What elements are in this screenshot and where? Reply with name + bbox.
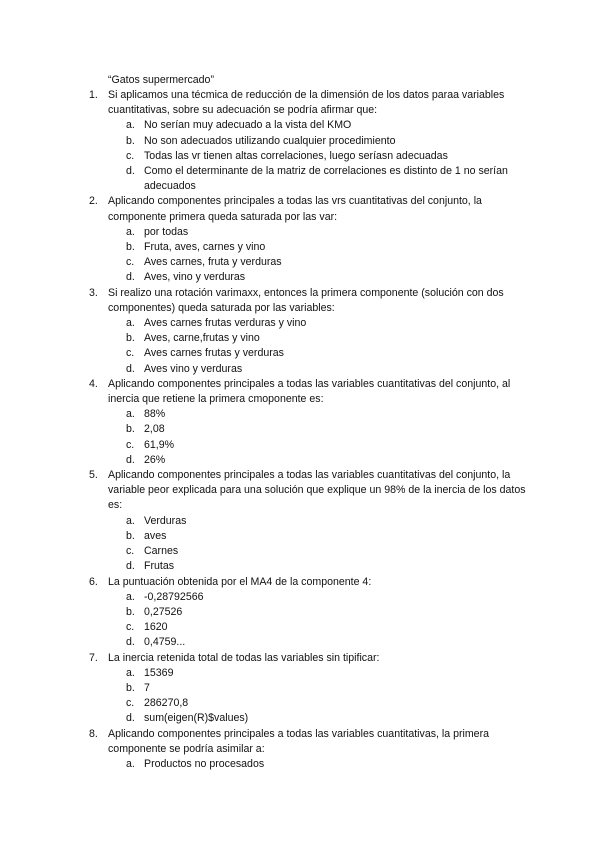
option-text: Aves, carne,frutas y vino xyxy=(144,332,260,345)
option-text: 7 xyxy=(144,681,150,694)
option-item xyxy=(0,590,600,605)
option-item xyxy=(0,362,600,377)
option-text: Carnes xyxy=(144,545,179,558)
question-number: 2. xyxy=(89,195,98,208)
option-text: Aves, vino y verduras xyxy=(144,271,246,284)
option-item xyxy=(0,453,600,468)
question-number: 3. xyxy=(89,286,98,299)
option-letter: a. xyxy=(126,317,135,330)
option-text: 1620 xyxy=(144,621,168,634)
option-letter: d. xyxy=(126,453,135,466)
option-letter: b. xyxy=(126,605,135,618)
option-list xyxy=(0,407,600,468)
option-letter: c. xyxy=(126,545,135,558)
option-letter: a. xyxy=(126,590,135,603)
option-text: Verduras xyxy=(144,514,187,527)
question-text: Si aplicamos una técmica de reducción de la dimensión de los datos paraa variables cuantitativas, sobre su adecuación se podría afirmar que: xyxy=(108,89,505,117)
option-list xyxy=(0,514,600,575)
option-text: No serían muy adecuado a la vista del KMO xyxy=(144,119,352,132)
question-list xyxy=(0,88,600,772)
option-item xyxy=(0,255,600,270)
option-text: Frutas xyxy=(144,560,175,573)
option-text: -0,28792566 xyxy=(144,590,204,603)
option-item xyxy=(0,696,600,711)
option-item xyxy=(0,544,600,559)
question-number: 1. xyxy=(89,89,98,101)
option-text: No son adecuados utilizando cualquier procedimiento xyxy=(144,134,396,147)
option-text: por todas xyxy=(144,225,189,238)
option-item xyxy=(0,225,600,240)
option-letter: a. xyxy=(126,666,135,679)
question-item xyxy=(0,377,600,468)
option-letter: d. xyxy=(126,271,135,284)
option-text: Todas las vr tienen altas correlaciones, luego seríasn adecuadas xyxy=(144,149,448,162)
question-text: Aplicando componentes principales a todas las vrs cuantitativas del conjunto, la componente primera queda saturada por las var: xyxy=(108,195,482,223)
question-item xyxy=(0,468,600,574)
option-item xyxy=(0,331,600,346)
question-number: 6. xyxy=(89,575,98,588)
option-text: Fruta, aves, carnes y vino xyxy=(144,241,266,254)
question-text: Si realizo una rotación varimaxx, entonces la primera componente (solución con dos componentes) queda saturada por las variables: xyxy=(108,286,504,314)
option-text: 26% xyxy=(144,453,166,466)
option-list xyxy=(0,590,600,651)
option-letter: b. xyxy=(126,134,135,147)
option-letter: c. xyxy=(126,149,135,162)
option-letter: c. xyxy=(126,347,135,360)
option-list xyxy=(0,225,600,286)
option-text: 0,27526 xyxy=(144,605,183,618)
option-letter: c. xyxy=(126,256,135,269)
question-item xyxy=(0,575,600,651)
option-item xyxy=(0,620,600,635)
question-text: La inercia retenida total de todas las variables sin tipificar: xyxy=(108,651,380,664)
option-letter: b. xyxy=(126,529,135,542)
question-item xyxy=(0,286,600,377)
option-letter: b. xyxy=(126,423,135,436)
option-letter: d. xyxy=(126,560,135,573)
question-number: 8. xyxy=(89,727,98,740)
option-letter: b. xyxy=(126,241,135,254)
option-letter: a. xyxy=(126,119,135,132)
option-letter: d. xyxy=(126,636,135,649)
question-text: La puntuación obtenida por el MA4 de la componente 4: xyxy=(108,575,372,588)
option-letter: a. xyxy=(126,514,135,527)
option-letter: c. xyxy=(126,438,135,451)
document-title: “Gatos supermercado” xyxy=(108,74,214,86)
option-letter: c. xyxy=(126,697,135,710)
option-item xyxy=(0,757,600,772)
option-item xyxy=(0,316,600,331)
question-number: 5. xyxy=(89,469,98,482)
option-item xyxy=(0,559,600,574)
option-text: Aves carnes frutas y verduras xyxy=(144,347,284,360)
option-item xyxy=(0,346,600,361)
option-item xyxy=(0,407,600,422)
option-text: Como el determinante de la matriz de correlaciones es distinto de 1 no serían adecuados xyxy=(144,165,508,193)
question-text: Aplicando componentes principales a todas las variables cuantitativas del conjunto, la variable peor explicada para una solución que explique un 98% de la inercia de los datos es: xyxy=(108,469,526,512)
option-item xyxy=(0,118,600,133)
option-letter: b. xyxy=(126,332,135,345)
option-text: Aves vino y verduras xyxy=(144,362,243,375)
option-letter: c. xyxy=(126,621,135,634)
option-text: 15369 xyxy=(144,666,174,679)
option-letter: b. xyxy=(126,681,135,694)
option-item xyxy=(0,711,600,726)
option-item xyxy=(0,635,600,650)
option-letter: d. xyxy=(126,712,135,725)
option-item xyxy=(0,666,600,681)
option-item xyxy=(0,529,600,544)
option-text: aves xyxy=(144,529,167,542)
option-item xyxy=(0,149,600,164)
question-item xyxy=(0,194,600,285)
option-text: 88% xyxy=(144,408,166,421)
option-text: Productos no procesados xyxy=(144,757,265,770)
option-item xyxy=(0,438,600,453)
option-item xyxy=(0,422,600,437)
option-text: sum(eigen(R)$values) xyxy=(144,712,249,725)
question-number: 4. xyxy=(89,377,98,390)
question-text: Aplicando componentes principales a todas las variables cuantitativas del conjunto, al inercia que retiene la primera cmoponente es: xyxy=(108,377,511,406)
option-letter: d. xyxy=(126,165,135,178)
option-item xyxy=(0,605,600,620)
option-letter: a. xyxy=(126,757,135,770)
option-letter: a. xyxy=(126,225,135,238)
option-item xyxy=(0,270,600,285)
option-text: 0,4759... xyxy=(144,636,186,649)
option-list xyxy=(0,316,600,377)
question-number: 7. xyxy=(89,651,98,664)
question-text: Aplicando componentes principales a todas las variables cuantitativas, la primera componente se podría asimilar a: xyxy=(108,727,489,755)
question-item xyxy=(0,88,600,194)
option-letter: a. xyxy=(126,408,135,421)
option-item xyxy=(0,514,600,529)
question-item xyxy=(0,651,600,727)
option-item xyxy=(0,240,600,255)
option-text: 286270,8 xyxy=(144,697,189,710)
option-list xyxy=(0,757,600,772)
option-text: 61,9% xyxy=(144,438,175,451)
question-item xyxy=(0,727,600,773)
option-text: Aves carnes, fruta y verduras xyxy=(144,256,282,269)
option-list xyxy=(0,666,600,727)
option-item xyxy=(0,681,600,696)
option-list xyxy=(0,118,600,194)
option-item xyxy=(0,134,600,149)
option-text: Aves carnes frutas verduras y vino xyxy=(144,317,307,330)
option-letter: d. xyxy=(126,362,135,375)
option-item xyxy=(0,164,600,194)
option-text: 2,08 xyxy=(144,423,165,436)
